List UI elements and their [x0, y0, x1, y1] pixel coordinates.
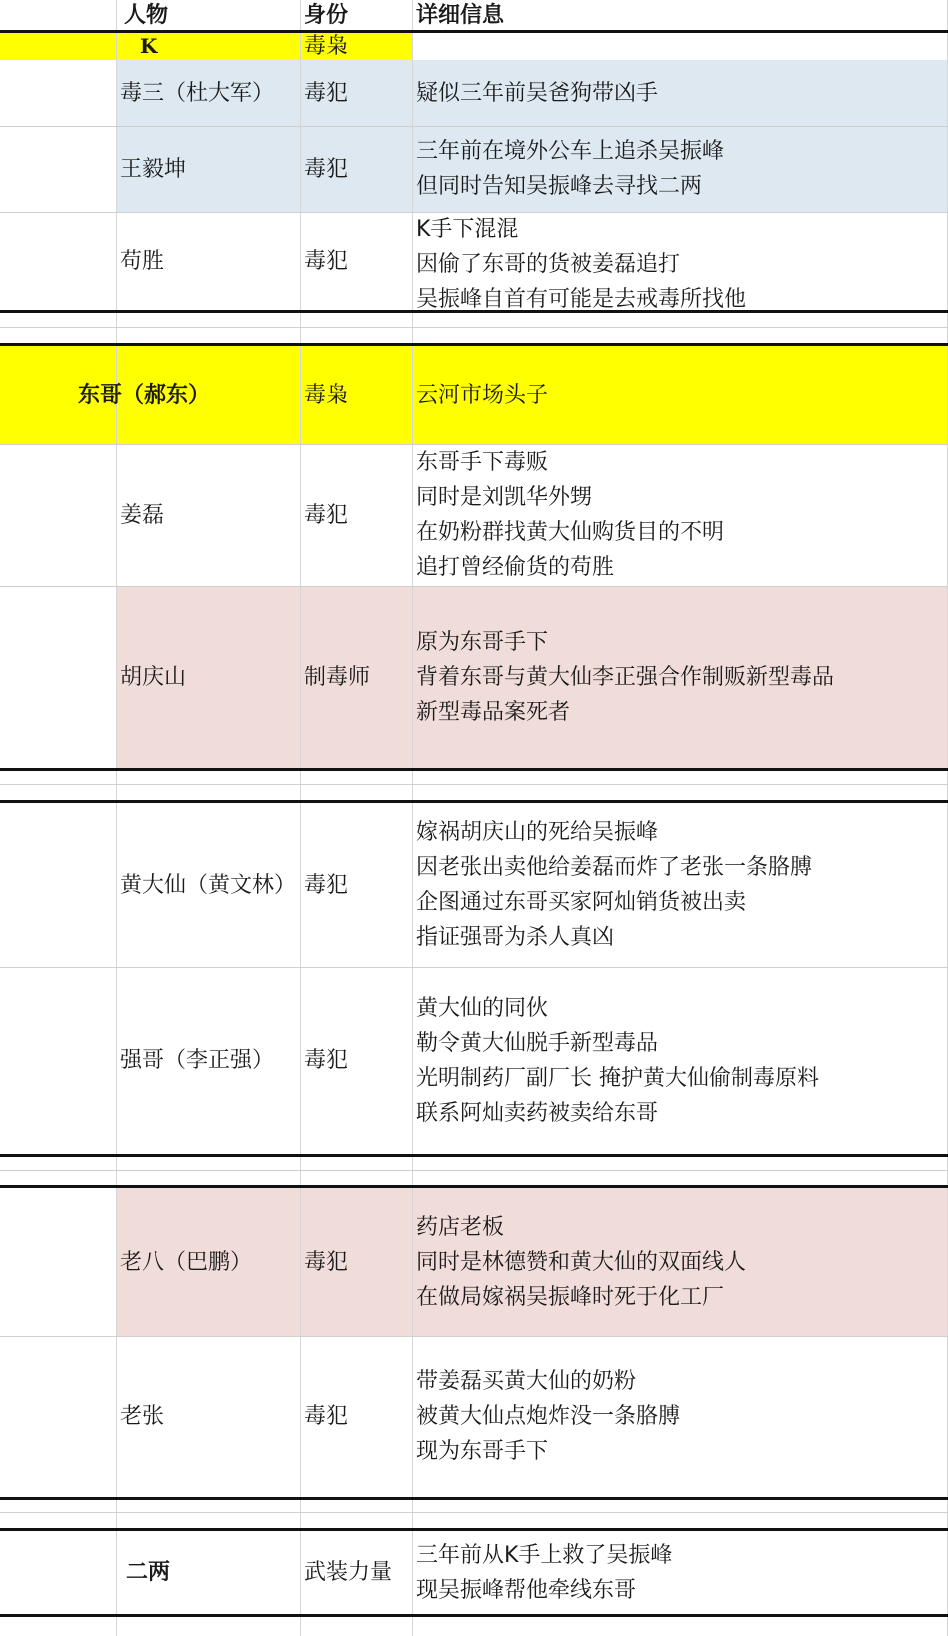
k-name: K — [140, 33, 158, 58]
detail-line: 同时是林德赞和黄大仙的双面线人 — [416, 1249, 747, 1275]
table-row — [0, 126, 948, 212]
role-cell — [300, 1188, 412, 1336]
person-role: 毒犯 — [304, 1404, 349, 1429]
table-row — [0, 1188, 948, 1336]
name-cell — [116, 1188, 300, 1336]
person-name: 东哥（郝东） — [78, 382, 211, 408]
detail-cell — [412, 212, 948, 310]
k-role: 毒枭 — [304, 33, 349, 59]
grid-line — [0, 327, 948, 328]
detail-cell — [412, 1531, 948, 1614]
detail-cell — [412, 1188, 948, 1336]
detail-line: 黄大仙的同伙 — [416, 995, 549, 1021]
border-line — [0, 768, 948, 771]
detail-line: 在做局嫁祸吴振峰时死于化工厂 — [416, 1284, 725, 1310]
person-name: 黄大仙（黄文林） — [120, 872, 297, 898]
person-name: 毒三（杜大军） — [120, 80, 275, 106]
detail-line: 三年前在境外公车上追杀吴振峰 — [416, 139, 725, 164]
detail-line: 因老张出卖他给姜磊而炸了老张一条胳膊 — [416, 855, 813, 880]
name-cell — [116, 586, 300, 768]
person-name: 姜磊 — [120, 502, 165, 528]
table-row — [0, 212, 948, 310]
table-row — [0, 60, 948, 126]
detail-cell — [412, 346, 948, 444]
grid-line — [0, 1512, 948, 1513]
table-row — [0, 803, 948, 967]
person-role: 毒犯 — [304, 156, 349, 182]
detail-line: 原为东哥手下 — [416, 629, 549, 655]
detail-line: 指证强哥为杀人真凶 — [416, 925, 615, 950]
detail-line: 带姜磊买黄大仙的奶粉 — [416, 1369, 637, 1394]
role-cell — [300, 803, 412, 967]
border-line — [0, 1154, 948, 1157]
detail-line: 但同时告知吴振峰去寻找二两 — [416, 174, 703, 199]
person-name: 老八（巴鹏） — [120, 1249, 253, 1275]
detail-cell — [412, 126, 948, 212]
detail-cell — [412, 60, 948, 126]
name-cell — [116, 126, 300, 212]
table-row — [0, 1531, 948, 1614]
detail-cell — [412, 444, 948, 586]
detail-line: 光明制药厂副厂长 掩护黄大仙偷制毒原料 — [416, 1065, 819, 1091]
person-role: 毒犯 — [304, 248, 349, 274]
detail-cell — [412, 1336, 948, 1497]
person-role: 毒枭 — [304, 382, 349, 408]
person-role: 武装力量 — [304, 1560, 393, 1585]
grid-line — [0, 1170, 948, 1171]
name-cell — [116, 60, 300, 126]
role-cell — [300, 212, 412, 310]
detail-line: K手下混混 — [416, 217, 519, 242]
detail-line: 三年前从K手上救了吴振峰 — [416, 1542, 673, 1568]
detail-line: 因偷了东哥的货被姜磊追打 — [416, 252, 681, 277]
detail-line: 嫁祸胡庆山的死给吴振峰 — [416, 820, 659, 845]
header-role-cell — [300, 0, 412, 30]
detail-line: 企图通过东哥买家阿灿销货被出卖 — [416, 890, 747, 915]
name-cell — [116, 212, 300, 310]
role-cell — [300, 346, 412, 444]
header-row — [0, 0, 948, 30]
grid-line — [0, 784, 948, 785]
person-name: 老张 — [120, 1404, 165, 1429]
border-line — [0, 1497, 948, 1500]
table-row — [0, 444, 948, 586]
name-cell — [116, 444, 300, 586]
person-role: 毒犯 — [304, 1249, 349, 1275]
detail-line: 新型毒品案死者 — [416, 699, 571, 725]
role-cell — [300, 1531, 412, 1614]
person-role: 制毒师 — [304, 664, 371, 690]
person-role: 毒犯 — [304, 502, 349, 528]
role-cell — [300, 444, 412, 586]
role-cell — [300, 1336, 412, 1497]
person-role: 毒犯 — [304, 1048, 349, 1073]
header-name-cell — [120, 0, 304, 30]
k-name-cell — [136, 32, 196, 60]
name-cell — [116, 1336, 300, 1497]
border-line — [0, 1614, 948, 1617]
detail-cell — [412, 586, 948, 768]
detail-line: 现为东哥手下 — [416, 1439, 549, 1464]
person-name: 苟胜 — [120, 248, 165, 274]
header-detail-cell — [412, 0, 948, 30]
table-row — [0, 346, 948, 444]
header-detail: 详细信息 — [416, 2, 505, 28]
name-cell — [116, 967, 300, 1154]
person-name: 强哥（李正强） — [120, 1048, 275, 1073]
detail-line: 同时是刘凯华外甥 — [416, 485, 593, 510]
role-cell — [300, 126, 412, 212]
detail-line: 药店老板 — [416, 1214, 505, 1240]
name-cell — [122, 1531, 300, 1614]
border-line — [0, 310, 948, 313]
name-cell — [74, 346, 300, 444]
detail-cell — [412, 803, 948, 967]
detail-line: 东哥手下毒贩 — [416, 450, 549, 475]
person-name: 胡庆山 — [120, 664, 187, 690]
header-name: 人物 — [124, 2, 169, 28]
detail-line: 云河市场头子 — [416, 382, 549, 408]
name-cell — [116, 803, 300, 967]
detail-line: 被黄大仙点炮炸没一条胳膊 — [416, 1404, 681, 1429]
k-role-cell — [300, 32, 412, 60]
table-row — [0, 586, 948, 768]
role-cell — [300, 60, 412, 126]
role-cell — [300, 586, 412, 768]
k-row — [0, 32, 948, 60]
detail-cell — [412, 967, 948, 1154]
header-role: 身份 — [304, 2, 349, 28]
person-name: 二两 — [126, 1560, 171, 1585]
detail-line: 联系阿灿卖药被卖给东哥 — [416, 1100, 659, 1126]
person-name: 王毅坤 — [120, 156, 187, 182]
table-row — [0, 1336, 948, 1497]
person-role: 毒犯 — [304, 872, 349, 898]
detail-line: 背着东哥与黄大仙李正强合作制贩新型毒品 — [416, 664, 835, 690]
detail-line: 吴振峰自首有可能是去戒毒所找他 — [416, 287, 747, 310]
table-row — [0, 967, 948, 1154]
detail-line: 在奶粉群找黄大仙购货目的不明 — [416, 520, 725, 545]
detail-line: 勒令黄大仙脱手新型毒品 — [416, 1030, 659, 1056]
role-cell — [300, 967, 412, 1154]
person-role: 毒犯 — [304, 80, 349, 106]
detail-line: 现吴振峰帮他牵线东哥 — [416, 1577, 637, 1603]
detail-line: 疑似三年前吴爸狗带凶手 — [416, 80, 659, 106]
detail-line: 追打曾经偷货的苟胜 — [416, 555, 615, 580]
